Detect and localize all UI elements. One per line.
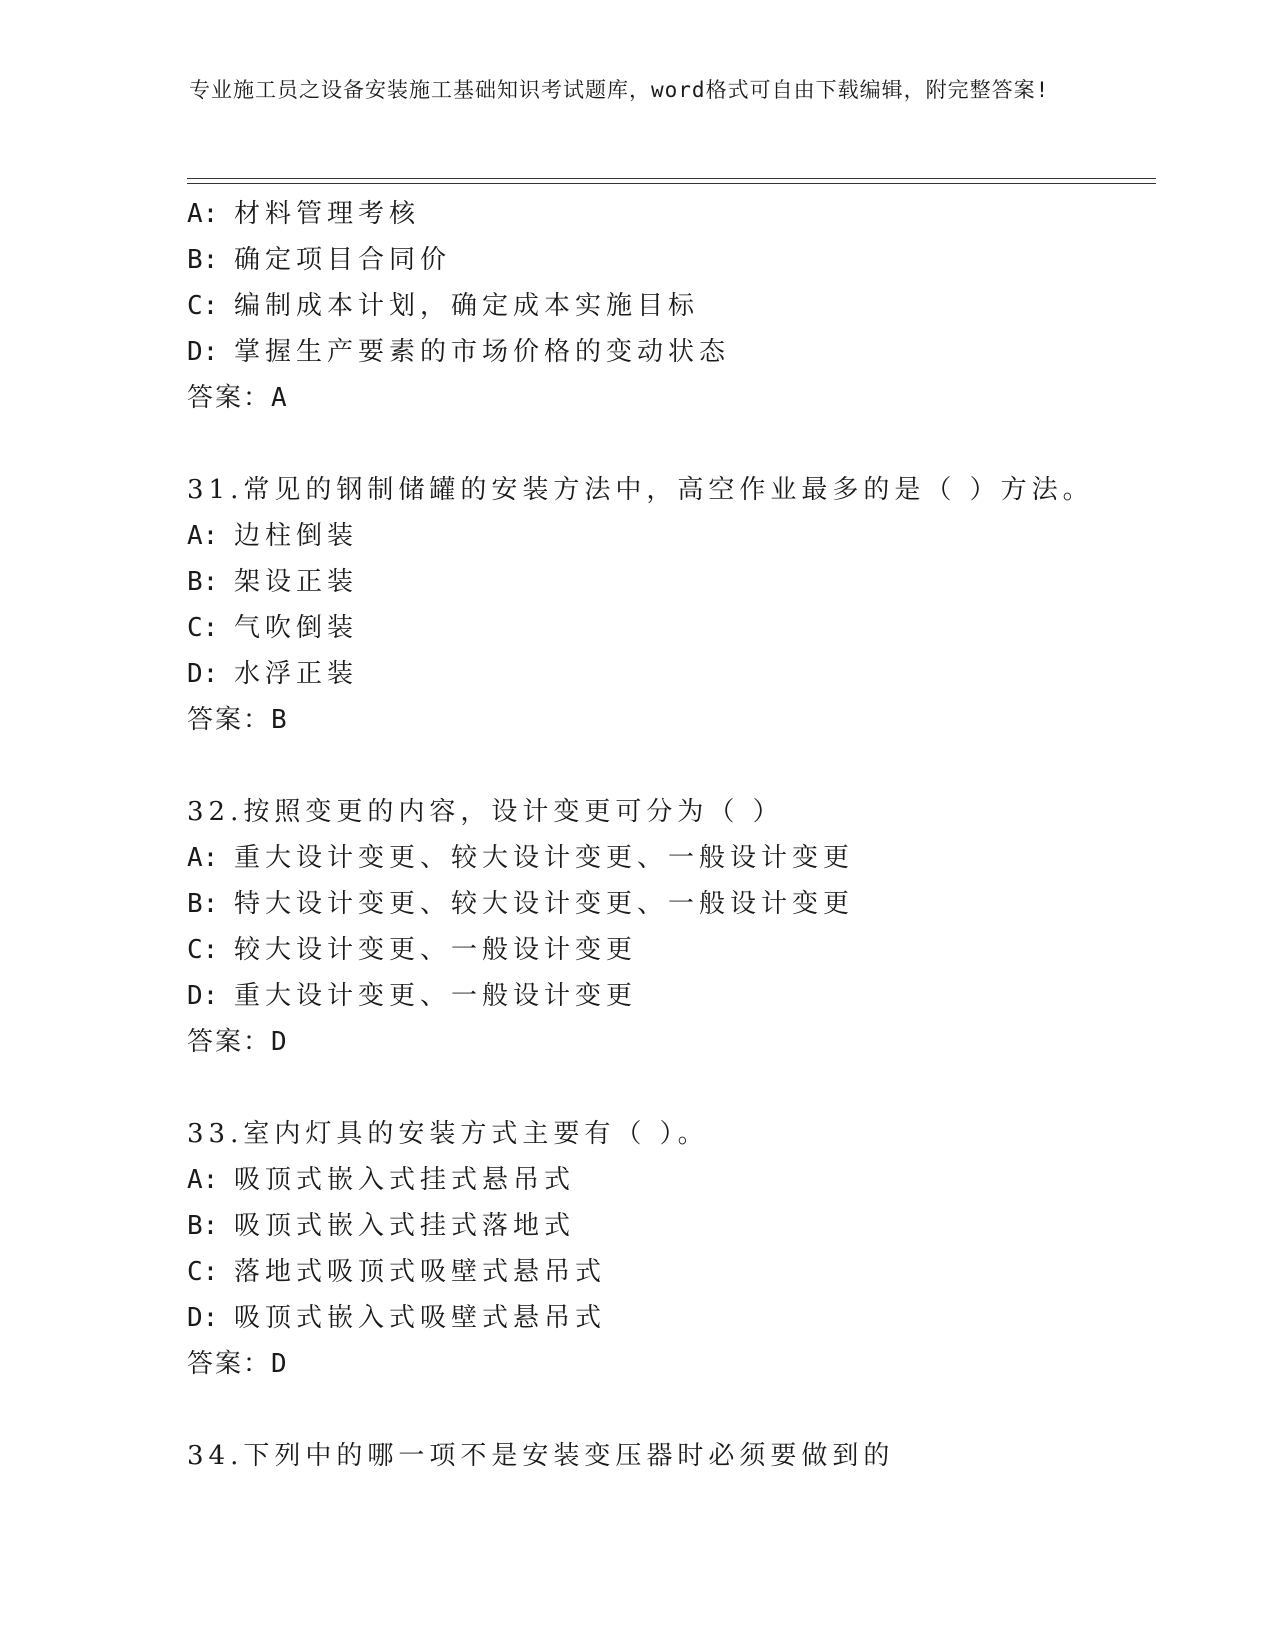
question-list xyxy=(187,191,1167,1479)
question-31 xyxy=(187,467,1167,743)
option-b: B: 特大设计变更、较大设计变更、一般设计变更 xyxy=(187,889,854,919)
option-a: A: 材料管理考核 xyxy=(187,199,420,229)
answer-line: 答案：D xyxy=(187,1349,287,1379)
answer-line: 答案：A xyxy=(187,383,287,413)
option-a: A: 重大设计变更、较大设计变更、一般设计变更 xyxy=(187,843,854,873)
question-30-continued xyxy=(187,191,1167,421)
option-c: C: 编制成本计划，确定成本实施目标 xyxy=(187,291,699,321)
option-d: D: 掌握生产要素的市场价格的变动状态 xyxy=(187,337,730,367)
question-stem: 33.室内灯具的安装方式主要有（ ）。 xyxy=(187,1119,709,1149)
option-b: B: 架设正装 xyxy=(187,567,358,597)
document-header: 专业施工员之设备安装施工基础知识考试题库，word格式可自由下载编辑，附完整答案! xyxy=(189,78,1050,102)
header-divider-top xyxy=(187,178,1156,179)
question-33 xyxy=(187,1111,1167,1387)
question-32 xyxy=(187,789,1167,1065)
question-stem: 34.下列中的哪一项不是安装变压器时必须要做到的 xyxy=(187,1441,895,1471)
option-c: C: 较大设计变更、一般设计变更 xyxy=(187,935,637,965)
option-b: B: 吸顶式嵌入式挂式落地式 xyxy=(187,1211,575,1241)
question-stem: 32.按照变更的内容，设计变更可分为（ ） xyxy=(187,797,784,827)
answer-line: 答案：D xyxy=(187,1027,287,1057)
option-b: B: 确定项目合同价 xyxy=(187,245,451,275)
option-a: A: 边柱倒装 xyxy=(187,521,358,551)
answer-line: 答案：B xyxy=(187,705,287,735)
header-divider-bottom xyxy=(187,183,1156,184)
question-stem: 31.常见的钢制储罐的安装方法中，高空作业最多的是（ ）方法。 xyxy=(187,475,1094,505)
option-d: D: 重大设计变更、一般设计变更 xyxy=(187,981,637,1011)
option-c: C: 落地式吸顶式吸壁式悬吊式 xyxy=(187,1257,606,1287)
option-d: D: 水浮正装 xyxy=(187,659,358,689)
option-a: A: 吸顶式嵌入式挂式悬吊式 xyxy=(187,1165,575,1195)
option-d: D: 吸顶式嵌入式吸壁式悬吊式 xyxy=(187,1303,606,1333)
question-34 xyxy=(187,1433,1167,1479)
option-c: C: 气吹倒装 xyxy=(187,613,358,643)
